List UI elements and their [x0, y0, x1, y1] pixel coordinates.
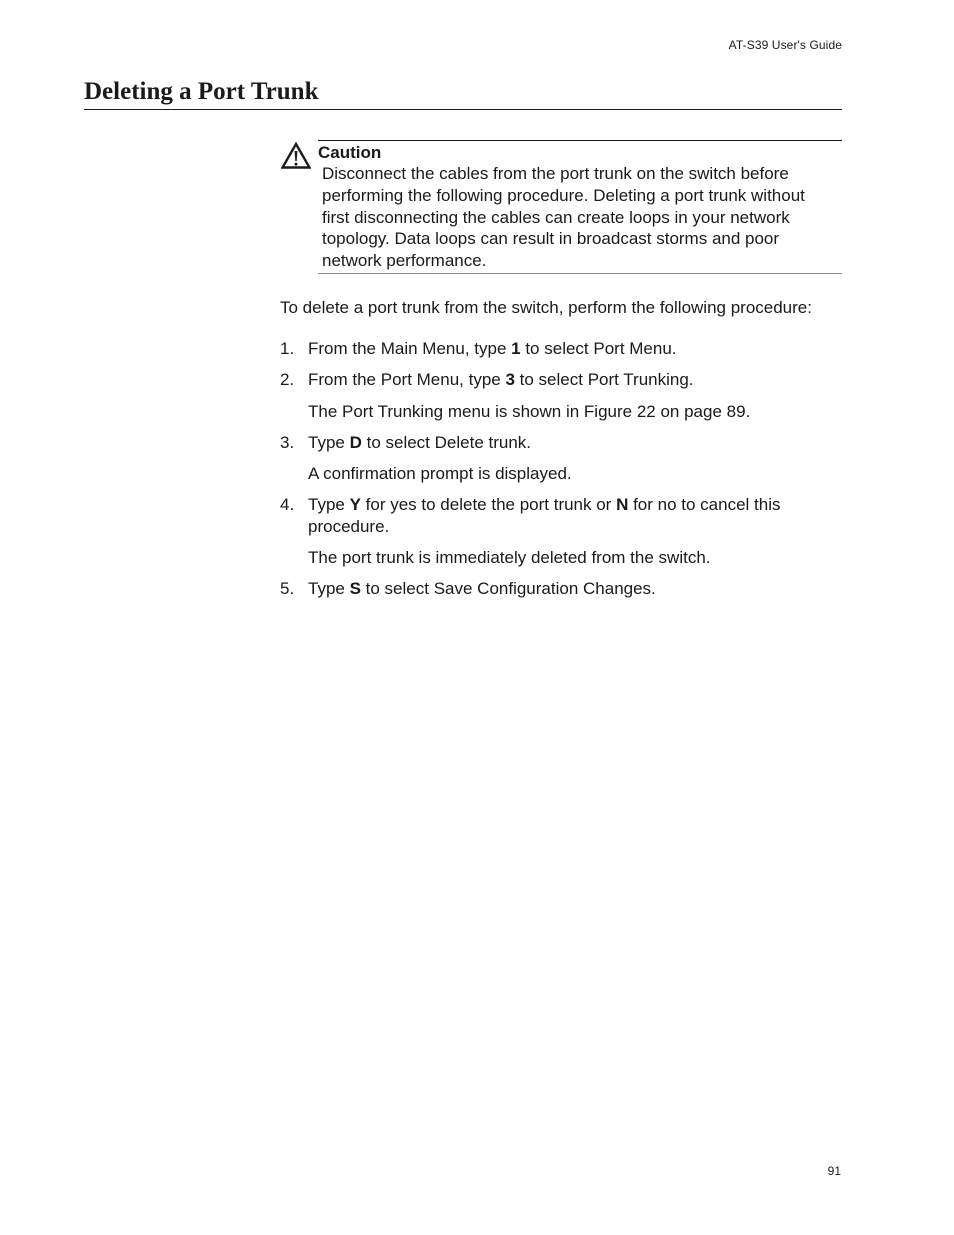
- step-number: 4.: [280, 495, 295, 514]
- caution-text: [322, 163, 840, 272]
- running-header: AT-S39 User's Guide: [728, 38, 842, 52]
- caution-line: performing the following procedure. Deleting a port trunk without: [322, 185, 805, 205]
- caution-line: network performance.: [322, 251, 487, 271]
- step-number: 3.: [280, 433, 295, 452]
- key-name: 3: [505, 370, 515, 389]
- step-text: From the Port Menu, type 3 to select Port Trunking.: [308, 370, 694, 389]
- caution-line: topology. Data loops can result in broadcast storms and poor: [322, 229, 780, 249]
- caution-line: Disconnect the cables from the port trunk on the switch before: [322, 164, 789, 183]
- warning-triangle-icon: [281, 142, 311, 169]
- key-name: N: [616, 495, 629, 514]
- caution-line: first disconnecting the cables can create loops in your network: [322, 207, 790, 227]
- caution-box: [318, 140, 842, 274]
- step-text: Type S to select Save Configuration Changes.: [308, 579, 656, 598]
- section-title: Deleting a Port Trunk: [84, 78, 319, 105]
- key-name: Y: [349, 495, 361, 514]
- key-name: 1: [511, 339, 521, 358]
- key-name: S: [349, 579, 361, 598]
- step-text: Type Y for yes to delete the port trunk or N for no to cancel this procedure.: [308, 495, 781, 536]
- step-text: Type D to select Delete trunk.: [308, 433, 532, 452]
- title-rule: [84, 109, 842, 110]
- step-text: From the Main Menu, type 1 to select Port Menu.: [308, 339, 677, 358]
- caution-label: Caution: [318, 143, 382, 162]
- step-3-note: A confirmation prompt is displayed.: [308, 464, 572, 483]
- step-number: 2.: [280, 370, 295, 389]
- intro-paragraph: To delete a port trunk from the switch, perform the following procedure:: [280, 298, 812, 317]
- step-2-note: The Port Trunking menu is shown in Figure 22 on page 89.: [308, 402, 751, 421]
- step-4-note: The port trunk is immediately deleted from the switch.: [308, 548, 711, 567]
- page-number: 91: [827, 1164, 841, 1178]
- key-name: D: [349, 433, 362, 452]
- step-number: 5.: [280, 579, 295, 598]
- step-number: 1.: [280, 339, 295, 358]
